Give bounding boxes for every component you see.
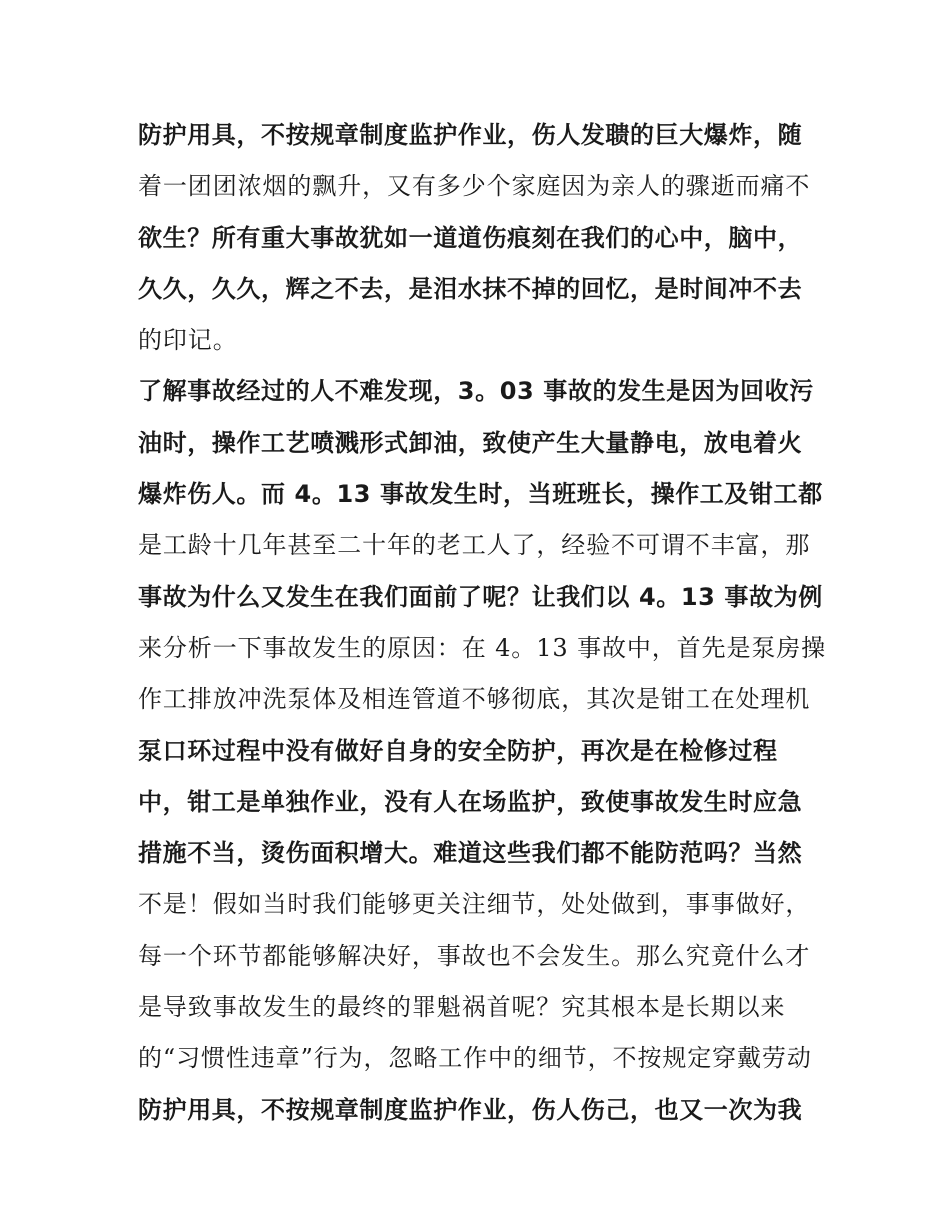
body-text — [138, 110, 827, 1136]
text-line: 作工排放冲洗泵体及相连管道不够彻底，其次是钳工在处理机 — [138, 685, 811, 714]
text-line: 油时，操作工艺喷溅形式卸油，致使产生大量静电，放电着火 — [138, 428, 803, 457]
text-line: 事故为什么又发生在我们面前了呢？让我们以 4。13 事故为例 — [138, 582, 823, 611]
text-line: 中，钳工是单独作业，没有人在场监护，致使事故发生时应急 — [138, 787, 803, 816]
text-line: 爆炸伤人。而 4。13 事故发生时，当班班长，操作工及钳工都 — [138, 480, 823, 509]
text-line: 每一个环节都能够解决好，事故也不会发生。那么究竟什么才 — [138, 941, 811, 970]
text-line: 欲生？所有重大事故犹如一道道伤痕刻在我们的心中，脑中， — [138, 223, 803, 252]
text-line: 是工龄十几年甚至二十年的老工人了，经验不可谓不丰富，那 — [138, 531, 811, 560]
text-line: 来分析一下事故发生的原因：在 4。13 事故中，首先是泵房操 — [138, 633, 827, 662]
text-line: 是导致事故发生的最终的罪魁祸首呢？究其根本是长期以来 — [138, 993, 786, 1022]
text-line: 着一团团浓烟的飘升，又有多少个家庭因为亲人的骤逝而痛不 — [138, 172, 811, 201]
text-line: 的印记。 — [138, 326, 238, 355]
text-line: 防护用具，不按规章制度监护作业，伤人伤己，也又一次为我 — [138, 1095, 803, 1124]
text-line: 泵口环过程中没有做好自身的安全防护，再次是在检修过程 — [138, 736, 778, 765]
text-line: 了解事故经过的人不难发现，3。03 事故的发生是因为回收污 — [138, 377, 814, 406]
text-line: 不是！假如当时我们能够更关注细节，处处做到，事事做好， — [138, 890, 811, 919]
text-line: 久久，久久，辉之不去，是泪水抹不掉的回忆，是时间冲不去 — [138, 274, 803, 303]
text-line: 的“习惯性违章”行为，忽略工作中的细节，不按规定穿戴劳动 — [138, 1044, 812, 1073]
text-line: 防护用具，不按规章制度监护作业，伤人发聩的巨大爆炸，随 — [138, 121, 803, 149]
text-line: 措施不当，烫伤面积增大。难道这些我们都不能防范吗？当然 — [138, 839, 803, 868]
